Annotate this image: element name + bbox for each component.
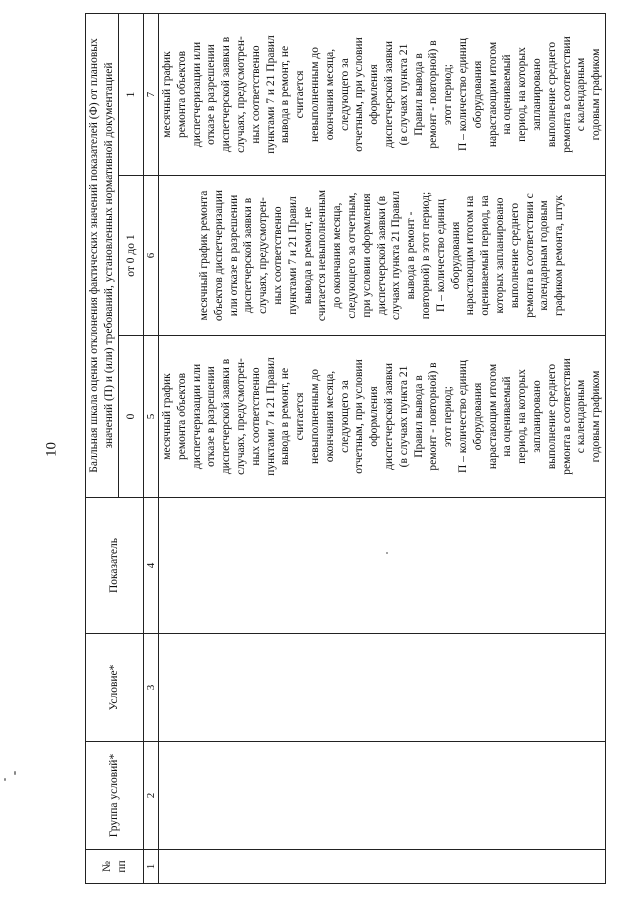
column-number: 2 bbox=[144, 742, 159, 850]
scan-speck bbox=[4, 778, 6, 781]
header-score-range: от 0 до 1 bbox=[119, 176, 144, 336]
cell-score-1-text: месячный график ремонта объектов диспетчеризации или отказе в разрешении диспетчерской заявки в случаях, предусмотрен- ных соответственно пунктами 7 и 21 Правил вывода в ремонт, не считается невыполненным до окончания месяца, следующего за отчетным, при условии оформления диспетчерской заявки (в случаях пункта 21 Правил вывода в ремонт - повторной) в этот период; П – количество единиц оборудования нарастающим итогом на оцениваемый период, на которых запланировано выполнение среднего ремонта в соответствии с календарным годовым графиком bbox=[159, 13, 606, 175]
cell-score-0-text: месячный график ремонта объектов диспетчеризации или отказе в разрешении диспетчерской заявки в случаях, предусмотрен- ных соответственно пунктами 7 и 21 Правил вывода в ремонт, не считается невыполненным до окончания месяца, следующего за отчетным, при условии оформления диспетчерской заявки (в случаях пункта 21 Правил вывода в ремонт - повторной) в этот период; П – количество единиц оборудования нарастающим итогом на оцениваемый период, на которых запланировано выполнение среднего ремонта в соответствии с календарным годовым графиком bbox=[159, 336, 606, 498]
header-score-0: 0 bbox=[119, 336, 144, 498]
column-number: 1 bbox=[144, 850, 159, 884]
cell-condition bbox=[159, 634, 606, 742]
header-row bbox=[86, 13, 119, 883]
page-number: 10 bbox=[43, 442, 60, 457]
column-number: 3 bbox=[144, 634, 159, 742]
header-group: Группа условий* bbox=[86, 742, 144, 850]
column-number: 7 bbox=[144, 13, 159, 175]
rotated-table-wrapper bbox=[85, 14, 630, 884]
cell-score-range-text: месячный график ремонта объектов диспетчеризации или отказе в разрешении диспетчерской заявки в случаях, предусмотрен- ных соответственно пунктами 7 и 21 Правил вывода в ремонт, не считается невыполненным до окончания месяца, следующего за отчетным, при условии оформления диспетчерской заявки (в случаях пункта 21 Правил вывода в ремонт - повторной) в этот период; П – количество единиц оборудования нарастающим итогом на оцениваемый период, на которых запланировано выполнение среднего ремонта в соответствии с календарным годовым графиком ремонта, штук bbox=[159, 176, 606, 336]
column-number-row bbox=[144, 13, 159, 883]
cell-no bbox=[159, 850, 606, 884]
document-table bbox=[85, 13, 606, 884]
header-scale-title: Балльная шкала оценки отклонения фактических значений показателей (Ф) от плановых значений (П) и (или) требований, установленных нормативной документацией bbox=[86, 13, 119, 497]
header-no: № пп bbox=[86, 850, 144, 884]
header-condition: Условие* bbox=[86, 634, 144, 742]
table-row bbox=[159, 13, 606, 883]
column-number: 4 bbox=[144, 498, 159, 634]
header-indicator: Показатель bbox=[86, 498, 144, 634]
scan-speck bbox=[14, 771, 16, 775]
cell-group bbox=[159, 742, 606, 850]
header-score-1: 1 bbox=[119, 13, 144, 175]
cell-indicator bbox=[159, 498, 606, 634]
column-number: 5 bbox=[144, 336, 159, 498]
column-number: 6 bbox=[144, 176, 159, 336]
